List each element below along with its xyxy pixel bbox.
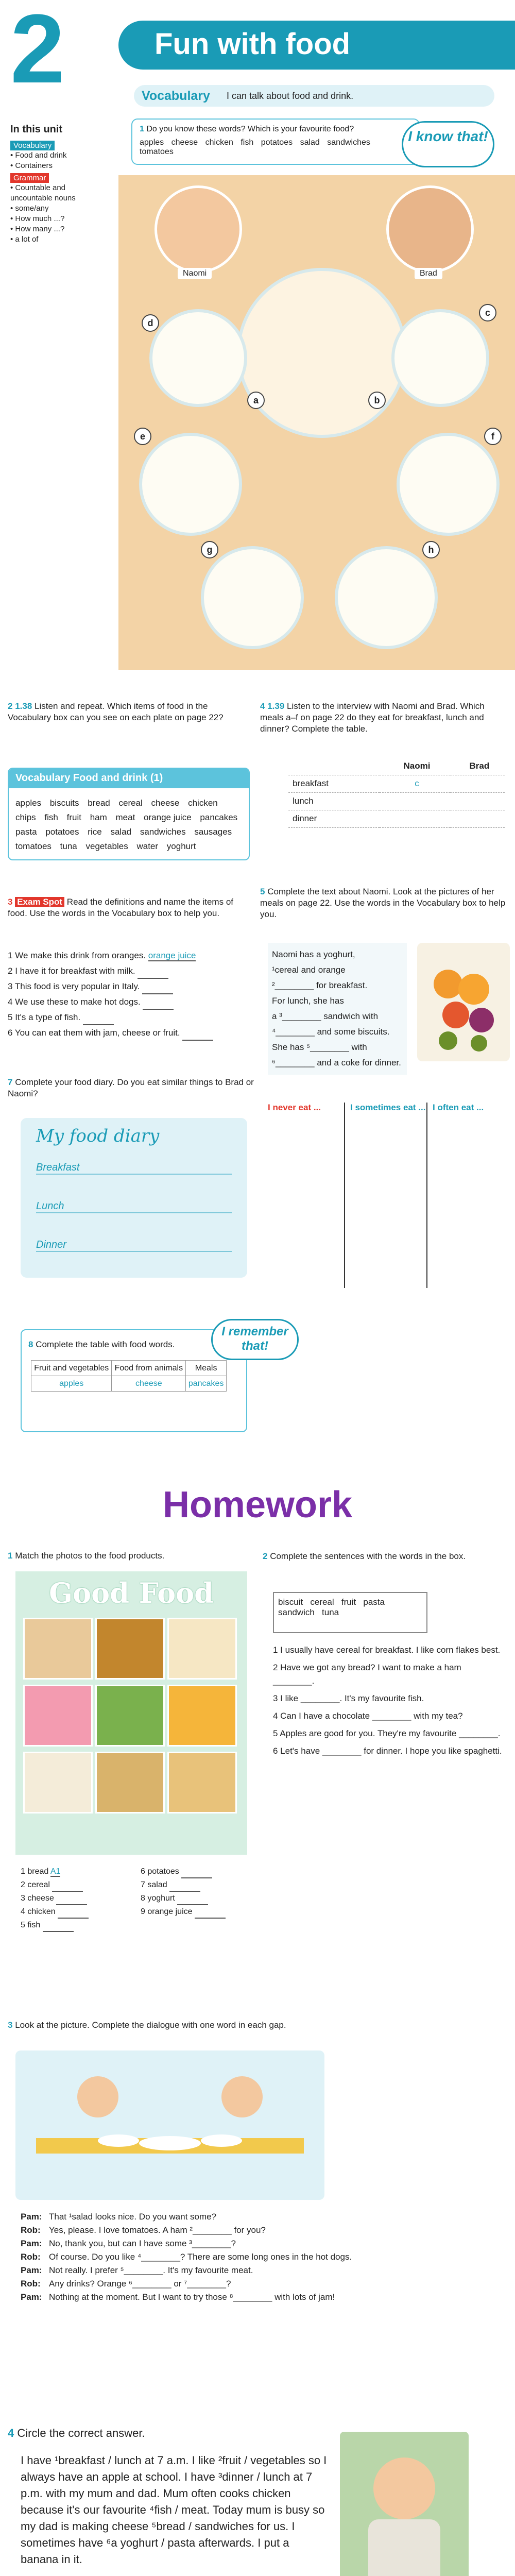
row-label: lunch xyxy=(288,792,380,810)
vocab-word: water xyxy=(136,841,159,851)
section-goal: I can talk about food and drink. xyxy=(227,91,354,101)
list-item: 8 yoghurt xyxy=(141,1892,252,1905)
unit-sidebar xyxy=(10,124,121,245)
row-label: dinner xyxy=(288,810,380,827)
homework-3: 3 Look at the picture. Complete the dialogue with one word in each gap. xyxy=(8,2020,286,2030)
exercise-5 xyxy=(260,886,507,920)
vocab-word: tuna xyxy=(60,841,77,851)
photo-cell xyxy=(95,1685,165,1747)
list-item: 3 This food is very popular in Italy. xyxy=(8,979,250,994)
vocab-word: chicken xyxy=(188,798,218,808)
vocab-word: rice xyxy=(88,827,102,837)
homework-title: Homework xyxy=(162,1484,353,1526)
list-item[interactable]: 5 Apples are good for you. They're my favourite ________. xyxy=(273,1728,501,1738)
diary-lunch-line[interactable]: Lunch xyxy=(36,1200,232,1213)
answer-cell[interactable] xyxy=(450,775,505,792)
answer-cell[interactable] xyxy=(380,810,450,827)
list-item: 4 We use these to make hot dogs. xyxy=(8,994,250,1010)
exercise-7 xyxy=(8,1077,255,1099)
word: salad xyxy=(300,138,320,147)
vocab-word: potatoes xyxy=(45,827,79,837)
exercise-number: 2 xyxy=(8,701,13,711)
grammar-tag: Grammar xyxy=(10,173,49,183)
plate xyxy=(335,546,438,649)
exercise-number: 7 xyxy=(8,1077,13,1087)
naomi-text xyxy=(268,943,407,1075)
sidebar-item: • some/any xyxy=(10,204,49,213)
dialogue-line[interactable]: Pam: Not really. I prefer ⁵________. It's my favourite meat. xyxy=(21,2265,253,2275)
dialogue-line[interactable]: Rob: Of course. Do you like ⁴________? There are some long ones in the hot dogs. xyxy=(21,2252,352,2262)
column-header: Food from animals xyxy=(112,1361,186,1376)
vocab-word: biscuits xyxy=(49,798,79,808)
exercise-text: Do you know these words? Which is your favourite food? xyxy=(146,125,354,133)
fruit-photo xyxy=(417,943,510,1061)
plate-letter: a xyxy=(247,392,265,409)
photo-cell xyxy=(23,1618,93,1680)
homework-2: 2 Complete the sentences with the words in the box. xyxy=(263,1551,466,1561)
exercise-3 xyxy=(8,896,250,919)
vocab-word: sausages xyxy=(194,827,232,837)
text-line[interactable]: ⁴________ and some biscuits. xyxy=(272,1027,390,1037)
sidebar-item: • Food and drink xyxy=(10,151,67,160)
text-line[interactable]: a ³________ sandwich with xyxy=(272,1011,379,1021)
exercise-8: 8 Complete the table with food words. xyxy=(28,1340,175,1349)
name-label: Naomi xyxy=(178,268,212,279)
exercise-text: Read the definitions and name the items of food. Use the words in the Vocabulary box to help you. xyxy=(8,897,233,918)
food-words-table xyxy=(31,1360,227,1392)
i-know-that-badge: I know that! xyxy=(402,121,494,167)
column-header: Meals xyxy=(186,1361,227,1376)
text-line: Naomi has a yoghurt, xyxy=(272,950,355,959)
picnic-illustration xyxy=(15,2050,324,2200)
exercise-1 xyxy=(131,118,420,165)
vocab-word: tomatoes xyxy=(15,841,52,851)
exercise-2 xyxy=(8,701,250,723)
exercise-text: Listen and repeat. Which items of food in the Vocabulary box can you see on each plate on page 22? xyxy=(8,701,224,722)
exercise-number: 4 xyxy=(260,701,265,711)
never-eat-column[interactable]: I never eat ... xyxy=(268,1103,345,1288)
sidebar-item: • Countable and xyxy=(10,183,65,192)
row-label: breakfast xyxy=(288,775,380,792)
word: chicken xyxy=(205,138,233,147)
list-item: 6 potatoes xyxy=(141,1865,252,1878)
text-line: For lunch, she has xyxy=(272,996,344,1006)
answer-field[interactable]: orange juice xyxy=(148,951,196,960)
answer-field[interactable] xyxy=(181,1869,212,1878)
vocab-tag: Vocabulary xyxy=(10,141,55,150)
exercise-3-items xyxy=(8,948,250,1041)
homework-1: 1 Match the photos to the food products. xyxy=(8,1551,165,1561)
vocab-word: cereal xyxy=(118,798,143,808)
unit-number: 2 xyxy=(10,0,65,104)
naomi-photo xyxy=(154,185,242,273)
column-header: Brad xyxy=(450,757,505,775)
sidebar-heading: In this unit xyxy=(10,124,63,135)
diary-dinner-line[interactable]: Dinner xyxy=(36,1239,232,1252)
sidebar-item: • Containers xyxy=(10,161,53,170)
sometimes-eat-column[interactable]: I sometimes eat ... xyxy=(350,1103,427,1288)
homework-4: 4 Circle the correct answer. xyxy=(8,2427,145,2439)
word: potatoes xyxy=(261,138,293,147)
diary-breakfast-line[interactable]: Breakfast xyxy=(36,1162,232,1175)
text-line[interactable]: ⁶________ and a coke for dinner. xyxy=(272,1058,401,1067)
vocab-word: apples xyxy=(15,798,42,808)
plate xyxy=(201,546,304,649)
word: fish xyxy=(241,138,254,147)
answer-field[interactable] xyxy=(143,1001,174,1010)
vocab-word: vegetables xyxy=(85,841,128,851)
plate-letter: d xyxy=(142,314,159,332)
answer-field[interactable] xyxy=(195,1909,226,1919)
column-header: Fruit and vegetables xyxy=(31,1361,112,1376)
exercise-text: Complete the text about Naomi. Look at the pictures of her meals on page 22. Use the words in the Vocabulary box to help you. xyxy=(260,887,506,919)
answer-field[interactable] xyxy=(142,985,173,994)
vocab-word: sandwiches xyxy=(140,827,186,837)
good-food-title: Good Food xyxy=(49,1577,214,1609)
list-item: 9 orange juice xyxy=(141,1905,252,1919)
word: tomatoes xyxy=(140,147,174,156)
exercise-text: Listen to the interview with Naomi and Brad. Which meals a–f on page 22 do they eat for breakfast, lunch and dinner? Complete the table. xyxy=(260,701,485,734)
homework-4-paragraph[interactable]: I have ¹breakfast / lunch at 7 a.m. I like ²fruit / vegetables so I always have an apple at school. I have ³dinner / lunch at 7 p.m. with my mum and dad. Mum often cooks chicken because it's our favourite ⁴fish / meat. Today mum is busy so my dad is making cheese ⁵bread / sandwiches for us. I sometimes have ⁶a yoghurt / pasta afterwards. I put a banana in it. xyxy=(21,2454,327,2566)
dialogue-line: Pam: That ¹salad looks nice. Do you want some? xyxy=(21,2212,217,2222)
vocab-word: orange juice xyxy=(144,812,192,822)
plate-letter: g xyxy=(201,541,218,558)
word-box: biscuit cereal fruit pasta sandwich tuna xyxy=(273,1592,427,1633)
vocab-word: salad xyxy=(110,827,132,837)
list-item[interactable]: 4 Can I have a chocolate ________ with my tea? xyxy=(273,1711,463,1721)
sidebar-item: uncountable nouns xyxy=(10,194,76,202)
answer-field[interactable] xyxy=(177,1896,208,1905)
dialogue-line[interactable]: Pam: No, thank you, but can I have some ³________? xyxy=(21,2239,236,2248)
sidebar-item: • How many ...? xyxy=(10,225,65,233)
list-item[interactable]: 3 I like ________. It's my favourite fish. xyxy=(273,1693,424,1703)
answer-field[interactable] xyxy=(56,1896,87,1905)
dialogue xyxy=(21,2210,484,2304)
dialogue-line[interactable]: Rob: Yes, please. I love tomatoes. A ham ²________ for you? xyxy=(21,2225,266,2235)
exercise-number: 3 xyxy=(8,897,13,907)
list-item: 1 We make this drink from oranges. orange juice xyxy=(8,951,196,960)
vocab-word: ham xyxy=(90,812,107,822)
photo-cell xyxy=(95,1618,165,1680)
list-item: 6 You can eat them with jam, cheese or fruit. xyxy=(8,1025,250,1041)
list-item[interactable]: 6 Let's have ________ for dinner. I hope you like spaghetti. xyxy=(273,1746,502,1756)
plate-letter: h xyxy=(422,541,440,558)
often-eat-column[interactable]: I often eat ... xyxy=(433,1103,484,1112)
answer-cell[interactable] xyxy=(450,792,505,810)
list-item: 4 chicken xyxy=(21,1905,132,1919)
boy-eating-photo xyxy=(340,2432,469,2576)
photo-cell xyxy=(23,1685,93,1747)
center-plate xyxy=(237,268,407,438)
plate-letter: e xyxy=(134,428,151,445)
photo-cell xyxy=(167,1618,237,1680)
food-plates-illustration xyxy=(118,175,515,670)
homework-2-items xyxy=(273,1643,505,1762)
dialogue-line[interactable]: Rob: Any drinks? Orange ⁶________ or ⁷________? xyxy=(21,2279,231,2289)
list-item[interactable]: 2 Have we got any bread? I want to make a ham ________. xyxy=(273,1663,461,1686)
answer-field[interactable] xyxy=(58,1909,89,1919)
photo-cell xyxy=(23,1752,93,1814)
sidebar-item: • a lot of xyxy=(10,235,39,244)
vocab-word: yoghurt xyxy=(166,841,196,851)
plate-letter: b xyxy=(368,392,386,409)
homework-1-list xyxy=(21,1865,252,1932)
vocab-word: pasta xyxy=(15,827,37,837)
plate-letter: c xyxy=(479,304,496,321)
answer-field[interactable] xyxy=(52,1883,83,1892)
vocab-word: pancakes xyxy=(200,812,238,822)
text-line[interactable]: ²________ for breakfast. xyxy=(272,980,368,990)
vocab-word: meat xyxy=(115,812,135,822)
exercise-4 xyxy=(260,701,507,735)
answer-cell[interactable]: apples xyxy=(31,1376,112,1392)
exam-spot-tag: Exam Spot xyxy=(15,897,64,907)
plate xyxy=(397,433,500,536)
list-item: 1 I usually have cereal for breakfast. I like corn flakes best. xyxy=(273,1645,501,1655)
diary-title: My food diary xyxy=(36,1126,160,1146)
list-item: 5 fish xyxy=(21,1919,132,1932)
answer-field[interactable] xyxy=(138,970,168,979)
vocabulary-words xyxy=(15,796,247,854)
plate xyxy=(391,309,489,407)
exercise-text: Complete your food diary. Do you eat similar things to Brad or Naomi? xyxy=(8,1077,254,1098)
column-header: Naomi xyxy=(380,757,450,775)
photo-cell xyxy=(167,1685,237,1747)
exercise-number: 5 xyxy=(260,887,265,896)
word: sandwiches xyxy=(327,138,370,147)
photo-cell xyxy=(95,1752,165,1814)
plate-letter: f xyxy=(484,428,502,445)
text-line[interactable]: She has ⁵________ with xyxy=(272,1042,367,1052)
list-item: 3 cheese xyxy=(21,1892,132,1905)
word: apples xyxy=(140,138,164,147)
answer-field[interactable] xyxy=(169,1883,200,1892)
name-label: Brad xyxy=(415,268,442,279)
list-item: 2 I have it for breakfast with milk. xyxy=(8,963,250,979)
answer-cell[interactable] xyxy=(380,792,450,810)
audio-track: 1.38 xyxy=(15,701,32,711)
answer-cell[interactable]: pancakes xyxy=(186,1376,227,1392)
vocabulary-box-title: Vocabulary Food and drink (1) xyxy=(15,772,163,784)
list-item: 2 cereal xyxy=(21,1878,132,1892)
plate xyxy=(149,309,247,407)
answer-field[interactable] xyxy=(43,1923,74,1932)
exercise-number: 1 xyxy=(140,125,144,133)
answer-field[interactable] xyxy=(83,1016,114,1025)
meals-table xyxy=(288,757,505,828)
answer-field[interactable]: A1 xyxy=(50,1867,61,1876)
vocab-word: fish xyxy=(44,812,58,822)
vocab-word: fruit xyxy=(66,812,81,822)
i-remember-that-badge: I remember that! xyxy=(211,1319,299,1360)
vocab-word: bread xyxy=(88,798,110,808)
answer-cell[interactable]: c xyxy=(380,775,450,792)
list-item: 1 bread A1 xyxy=(21,1867,61,1876)
answer-cell[interactable]: cheese xyxy=(112,1376,186,1392)
text-line[interactable]: ¹cereal and orange xyxy=(272,965,346,975)
word: cheese xyxy=(171,138,198,147)
list-item: 5 It's a type of fish. xyxy=(8,1010,250,1025)
brad-photo xyxy=(386,185,474,273)
answer-cell[interactable] xyxy=(450,810,505,827)
photo-cell xyxy=(167,1752,237,1814)
vocab-word: chips xyxy=(15,812,36,822)
plate xyxy=(139,433,242,536)
list-item: 7 salad xyxy=(141,1878,252,1892)
answer-field[interactable] xyxy=(182,1031,213,1041)
vocab-word: cheese xyxy=(151,798,180,808)
dialogue-line[interactable]: Pam: Nothing at the moment. But I want to try those ⁸________ with lots of jam! xyxy=(21,2292,335,2302)
sidebar-item: • How much ...? xyxy=(10,214,65,223)
section-label: Vocabulary xyxy=(142,89,210,103)
audio-track: 1.39 xyxy=(267,701,285,711)
page-title: Fun with food xyxy=(154,27,351,61)
